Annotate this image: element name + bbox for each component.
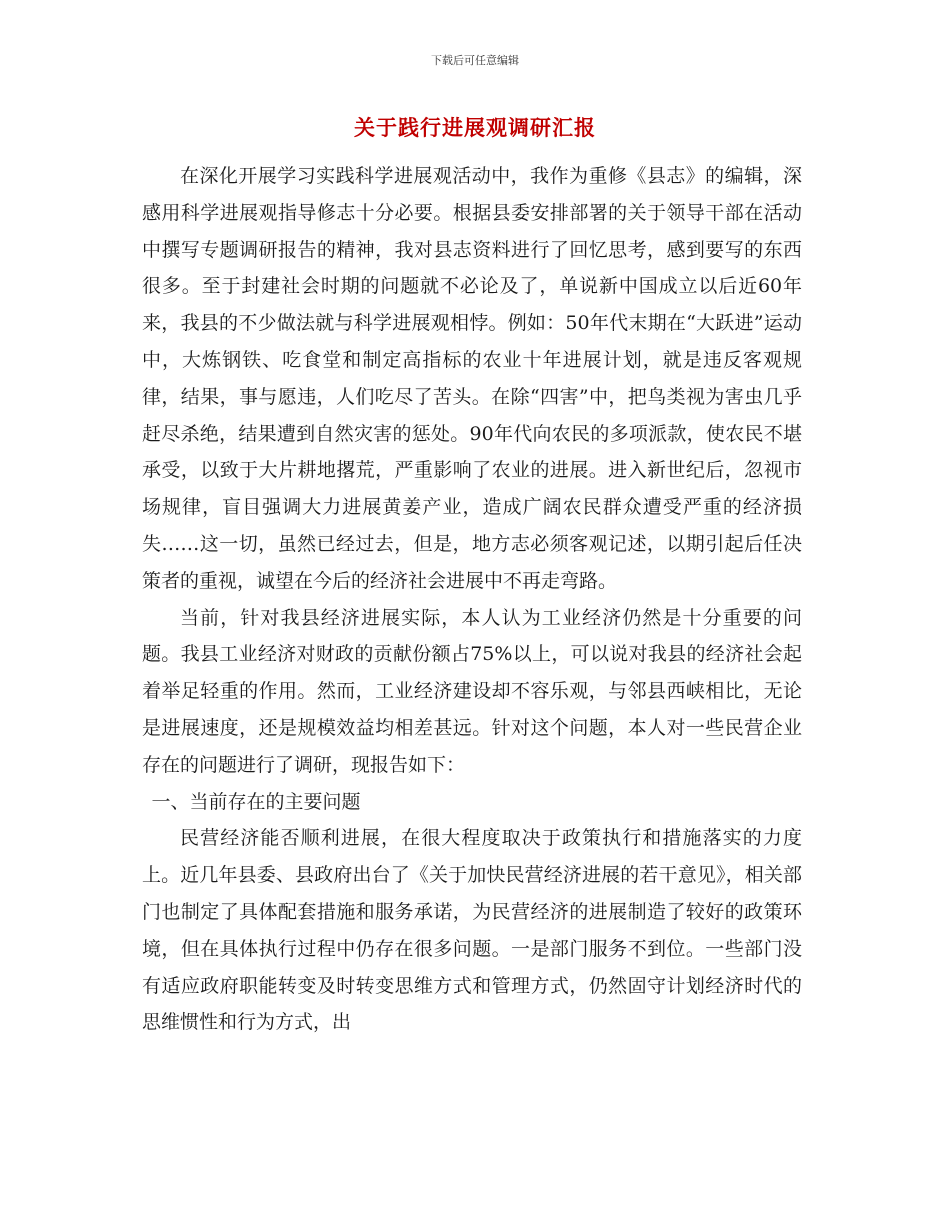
section-heading: 一、当前存在的主要问题 xyxy=(151,790,361,813)
paragraph-section: 民营经济能否顺利进展，在很大程度取决于政策执行和措施落实的力度上。近几年县委、县政府出台了《关于加快民营经济进展的若干意见》，相关部门也制定了具体配套措施和服务承诺，为民营经济的进展制造了较好的政策环境，但在具体执行过程中仍存在很多问题。一是部门服务不到位。一些部门没有适应政府职能转变及时转变思维方式和管理方式，仍然固守计划经济时代的思维惯性和行为方式，出 xyxy=(142,827,802,1034)
paragraph-industry: 当前，针对我县经济进展实际，本人认为工业经济仍然是十分重要的问题。我县工业经济对财政的贡献份额占75%以上，可以说对我县的经济社会起着举足轻重的作用。然而，工业经济建设却不容乐观，与邻县西峡相比，无论是进展速度，还是规模效益均相差甚远。针对这个问题，本人对一些民营企业存在的问题进行了调研，现报告如下： xyxy=(142,606,802,776)
document-title: 关于践行进展观调研汇报 xyxy=(354,115,596,140)
header-note: 下载后可任意编辑 xyxy=(431,54,519,67)
paragraph-intro: 在深化开展学习实践科学进展观活动中，我作为重修《县志》的编辑，深感用科学进展观指导修志十分必要。根据县委安排部署的关于领导干部在活动中撰写专题调研报告的精神，我对县志资料进行了回忆思考，感到要写的东西很多。至于封建社会时期的问题就不必论及了，单说新中国成立以后近60年来，我县的不少做法就与科学进展观相悖。例如：50年代末期在“大跃进”运动中，大炼钢铁、吃食堂和制定高指标的农业十年进展计划，就是违反客观规律，结果，事与愿违，人们吃尽了苦头。在除“四害”中，把鸟类视为害虫几乎赶尽杀绝，结果遭到自然灾害的惩处。90年代向农民的多项派款，使农民不堪承受，以致于大片耕地撂荒，严重影响了农业的进展。进入新世纪后，忽视市场规律，盲目强调大力进展黄姜产业，造成广阔农民群众遭受严重的经济损失……这一切，虽然已经过去，但是，地方志必须客观记述，以期引起后任决策者的重视，诚望在今后的经济社会进展中不再走弯路。 xyxy=(142,165,802,592)
document-body xyxy=(142,158,802,1041)
